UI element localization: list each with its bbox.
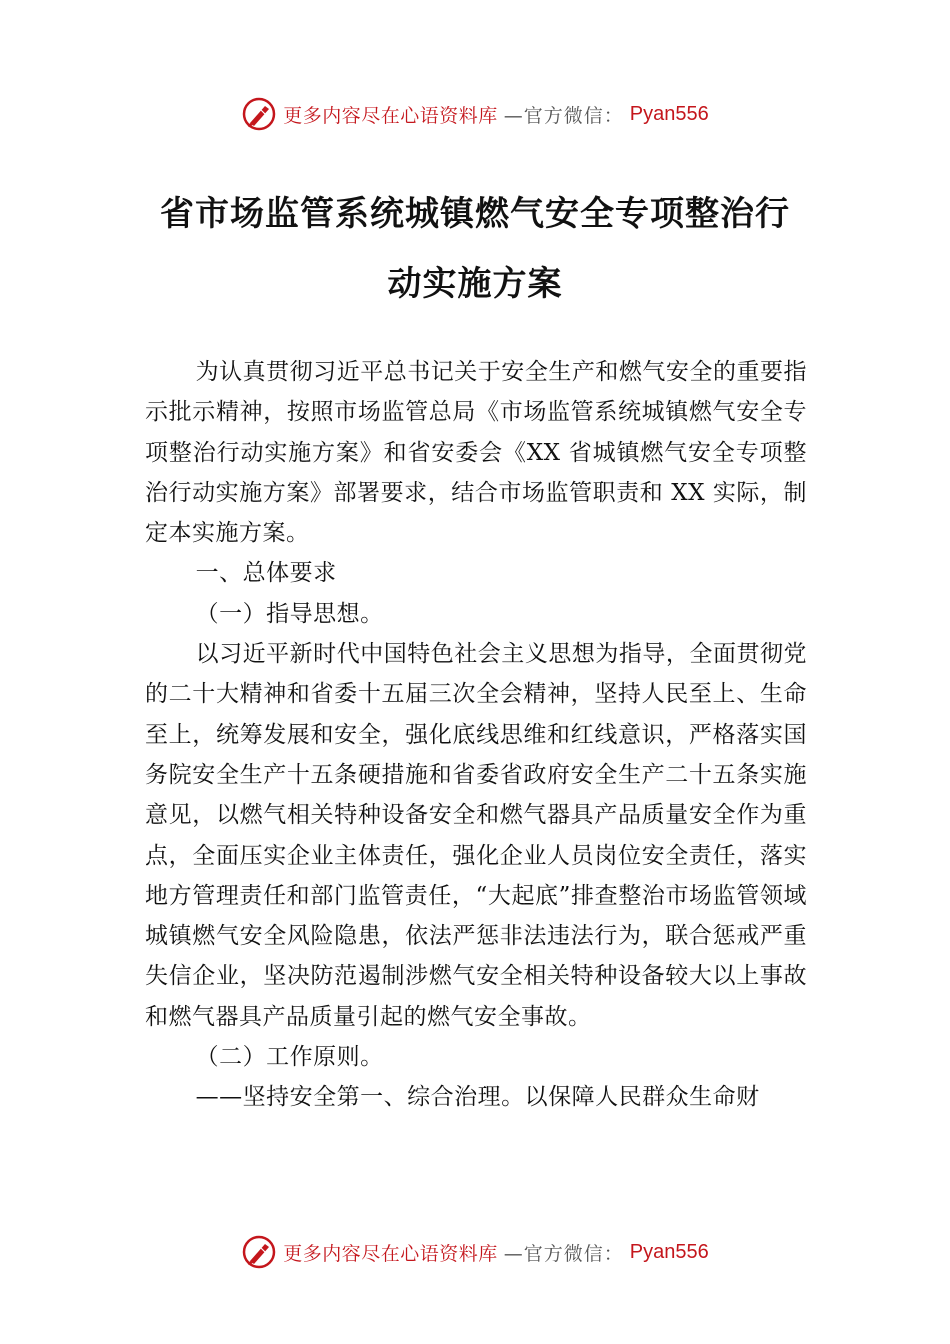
footer-watermark-banner bbox=[0, 1232, 950, 1272]
banner-wechat-id: Pyan556 bbox=[629, 1240, 709, 1263]
paragraph-guiding-thought: 以习近平新时代中国特色社会主义思想为指导，全面贯彻党的二十大精神和省委十五届三次全会精神，坚持人民至上、生命至上，统筹发展和安全，强化底线思维和红线意识，严格落实国务院安全生产十五条硬措施和省委省政府安全生产二十五条实施意见，以燃气相关特种设备安全和燃气器具产品质量安全作为重点，全面压实企业主体责任，强化企业人员岗位安全责任，落实地方管理责任和部门监管责任，“大起底”排查整治市场监管领域城镇燃气安全风险隐患，依法严惩非法违法行为，联合惩戒严重失信企业，坚决防范遏制涉燃气安全相关特种设备较大以上事故和燃气器具产品质量引起的燃气安全事故。 bbox=[145, 641, 807, 1030]
banner-wechat-label: —官方微信： bbox=[503, 1242, 624, 1265]
heading-section-1: 一、总体要求 bbox=[195, 560, 337, 587]
paragraph-intro: 为认真贯彻习近平总书记关于安全生产和燃气安全的重要指示批示精神，按照市场监管总局《市场监管系统城镇燃气安全专项整治行动实施方案》和省安委会《XX 省城镇燃气安全专项整治行动实施方案》部署要求，结合市场监管职责和 XX 实际，制定本实施方案。 bbox=[145, 359, 807, 547]
document-title-line-1: 省市场监管系统城镇燃气安全专项整治行 bbox=[160, 194, 790, 234]
banner-wechat-label: —官方微信： bbox=[503, 104, 624, 127]
document-title-line-2: 动实施方案 bbox=[387, 264, 563, 304]
document-body bbox=[145, 352, 807, 1118]
banner-wechat-id: Pyan556 bbox=[629, 102, 709, 125]
heading-subsection-2: （二）工作原则。 bbox=[195, 1044, 384, 1071]
heading-subsection-1: （一）指导思想。 bbox=[195, 600, 384, 627]
header-watermark-banner bbox=[0, 94, 950, 134]
pen-logo-icon bbox=[241, 1234, 277, 1270]
paragraph-principle-1: ——坚持安全第一、综合治理。以保障人民群众生命财 bbox=[195, 1084, 760, 1111]
pen-logo-icon bbox=[241, 96, 277, 132]
banner-site-text: 更多内容尽在心语资料库 bbox=[283, 1242, 498, 1265]
banner-site-text: 更多内容尽在心语资料库 bbox=[283, 104, 498, 127]
